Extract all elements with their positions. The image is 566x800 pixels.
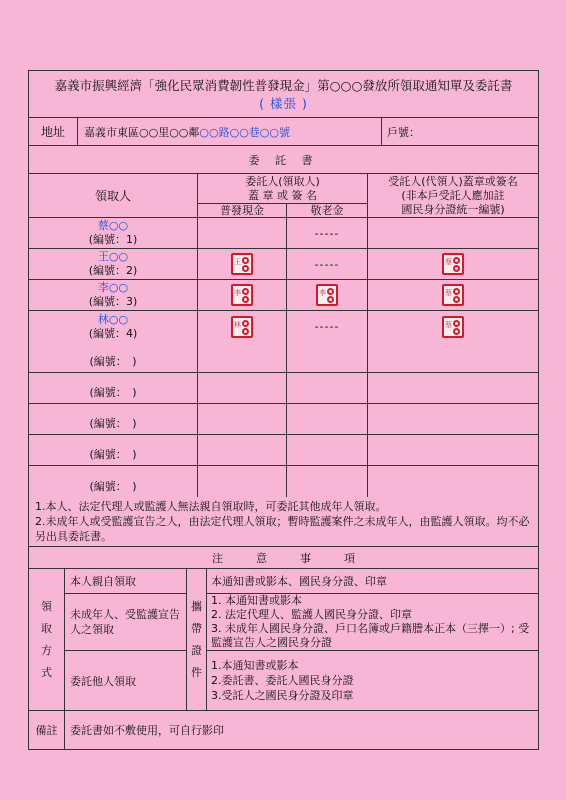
remarks-label: 備註 bbox=[29, 711, 65, 749]
address-value bbox=[78, 118, 382, 145]
address-label: 地址 bbox=[29, 118, 78, 145]
recipient-row bbox=[29, 311, 538, 342]
delegate-signature-cell bbox=[368, 435, 538, 465]
method-self: 本人親自領取 bbox=[65, 569, 186, 594]
section-title: 委 託 書 bbox=[248, 153, 319, 167]
carry-label-char: 帶 bbox=[191, 621, 202, 635]
delegation-form bbox=[28, 70, 539, 750]
carry-label-char: 件 bbox=[191, 665, 202, 679]
blank-number: (編號： ) bbox=[89, 480, 137, 493]
docs-delegate-line: 2.委託書、委託人國民身分證 bbox=[211, 674, 354, 687]
recipient-number: (編號：1) bbox=[88, 233, 138, 246]
elder-not-applicable: ----- bbox=[314, 320, 340, 333]
seal-stamp-char: 蔡 bbox=[445, 258, 452, 266]
method-vertical-label bbox=[29, 569, 65, 710]
sample-label: ( 樣張 ) bbox=[259, 96, 308, 111]
method-minor: 未成年人、受監護宣告人之領取 bbox=[65, 594, 186, 651]
docs-minor-line: 2. 法定代理人、監護人國民身分證、印章 bbox=[211, 608, 412, 621]
method-docs bbox=[207, 569, 538, 710]
recipient-name-cell bbox=[29, 218, 198, 248]
blank-recipient-cell bbox=[29, 373, 198, 403]
elder-not-applicable: ----- bbox=[314, 226, 340, 240]
title-circles: ○○○ bbox=[329, 78, 363, 93]
blank-recipient-cell bbox=[29, 342, 198, 372]
title-text bbox=[55, 77, 513, 95]
address-street: ○○路○○巷○○號 bbox=[199, 125, 290, 139]
delegate-signature-cell bbox=[368, 373, 538, 403]
method-label-char: 領 bbox=[41, 599, 52, 613]
elder-signature-cell bbox=[287, 249, 368, 279]
recipient-name-cell bbox=[29, 249, 198, 279]
blank-recipient-row bbox=[29, 435, 538, 466]
seal-stamp-char: 林 bbox=[234, 320, 241, 329]
delegate-header bbox=[368, 174, 538, 217]
method-delegate: 委託他人領取 bbox=[70, 674, 136, 688]
blank-recipient-cell bbox=[29, 466, 198, 497]
delegator-header bbox=[198, 174, 368, 217]
remarks-text: 委託書如不敷使用，可自行影印 bbox=[70, 724, 224, 737]
delegate-signature-cell bbox=[368, 311, 538, 342]
delegator-line1: 委託人(領取人) bbox=[245, 175, 320, 188]
delegate-signature-cell bbox=[368, 218, 538, 248]
cash-column-header: 普發現金 bbox=[198, 204, 287, 218]
elder-not-applicable: ----- bbox=[314, 257, 340, 271]
blank-recipient-row bbox=[29, 404, 538, 435]
blank-number: (編號： ) bbox=[89, 417, 137, 430]
blank-recipient-cell bbox=[29, 404, 198, 434]
seal-stamp-icon bbox=[442, 253, 464, 275]
blank-recipient-cell bbox=[29, 435, 198, 465]
cash-signature-cell bbox=[198, 373, 287, 403]
title-suffix: 發放所領取通知單及委託書 bbox=[362, 78, 513, 93]
elder-signature-cell bbox=[287, 404, 368, 434]
recipient-row bbox=[29, 218, 538, 249]
notice-title: 注 意 事 項 bbox=[212, 551, 355, 565]
seal-stamp-char: 李 bbox=[319, 289, 326, 297]
recipient-row bbox=[29, 249, 538, 280]
recipient-name-cell bbox=[29, 280, 198, 310]
cash-signature-cell bbox=[198, 218, 287, 248]
method-label-char: 式 bbox=[41, 665, 52, 679]
carry-vertical-label bbox=[187, 569, 207, 710]
method-label-char: 取 bbox=[41, 621, 52, 635]
note-line-2: 2.未成年人或受監護宣告之人，由法定代理人領取；暫時監護案件之未成年人，由監護人領取。均不必另出具委託書。 bbox=[35, 515, 530, 543]
seal-stamp-char: 蔡 bbox=[445, 320, 452, 329]
cash-signature-cell bbox=[198, 404, 287, 434]
address-row bbox=[29, 118, 538, 146]
delegator-subcols bbox=[198, 204, 367, 218]
delegate-line3: 國民身分證統一編號) bbox=[401, 202, 505, 216]
blank-recipient-row bbox=[29, 342, 538, 373]
title-row bbox=[29, 71, 538, 118]
notes-row bbox=[29, 497, 538, 547]
section-title-row bbox=[29, 146, 538, 174]
blank-recipient-row bbox=[29, 373, 538, 404]
blank-number: (編號： ) bbox=[89, 355, 137, 368]
notes-box bbox=[29, 497, 538, 546]
form-title bbox=[29, 71, 538, 117]
delegate-signature-cell bbox=[368, 466, 538, 497]
blank-number: (編號： ) bbox=[89, 386, 137, 399]
delegate-signature-cell bbox=[368, 342, 538, 372]
recipient-header: 領取人 bbox=[29, 174, 198, 217]
delegate-signature-cell bbox=[368, 249, 538, 279]
docs-delegate-line: 1.本通知書或影本 bbox=[211, 659, 299, 672]
seal-stamp-icon bbox=[231, 316, 253, 338]
note-line-1: 1.本人、法定代理人或監護人無法親自領取時，可委託其他成年人領取。 bbox=[35, 500, 387, 513]
household-label: 戶號： bbox=[387, 125, 420, 139]
recipient-row bbox=[29, 280, 538, 311]
cash-signature-cell bbox=[198, 280, 287, 310]
elder-signature-cell bbox=[287, 435, 368, 465]
seal-stamp-char: 蔡 bbox=[445, 289, 452, 297]
docs-minor-line: 1. 本通知書或影本 bbox=[211, 594, 302, 607]
recipient-name-cell bbox=[29, 311, 198, 342]
remarks-row bbox=[29, 711, 538, 749]
recipient-name: 蔡○○ bbox=[97, 219, 129, 232]
delegator-header-text bbox=[198, 174, 367, 204]
address-prefix: 嘉義市東區○○里○○鄰 bbox=[84, 125, 200, 139]
blank-rows bbox=[29, 342, 538, 497]
carry-label-char: 證 bbox=[191, 643, 202, 657]
elder-signature-cell bbox=[287, 280, 368, 310]
docs-minor bbox=[207, 594, 538, 651]
cash-signature-cell bbox=[198, 311, 287, 342]
docs-delegate bbox=[207, 651, 538, 710]
blank-number: (編號： ) bbox=[89, 448, 137, 461]
docs-minor-line: 3. 未成年人國民身分證、戶口名簿或戶籍謄本正本（三擇一）; 受監護宣告人之國民身分證 bbox=[211, 622, 530, 649]
delegator-line2: 蓋 章 或 簽 名 bbox=[248, 189, 317, 202]
elder-signature-cell bbox=[287, 373, 368, 403]
elder-signature-cell bbox=[287, 342, 368, 372]
seal-stamp-icon bbox=[231, 284, 253, 306]
cash-signature-cell bbox=[198, 342, 287, 372]
docs-self: 本通知書或影本、國民身分證、印章 bbox=[207, 569, 538, 594]
notice-title-row bbox=[29, 547, 538, 569]
recipient-name: 林○○ bbox=[97, 312, 129, 326]
docs-delegate-line: 3.受託人之國民身分證及印章 bbox=[211, 689, 354, 702]
elder-signature-cell bbox=[287, 466, 368, 497]
cash-signature-cell bbox=[198, 435, 287, 465]
elder-signature-cell bbox=[287, 218, 368, 248]
seal-stamp-char: 李 bbox=[234, 289, 241, 297]
recipient-rows bbox=[29, 218, 538, 342]
delegate-line1: 受託人(代領人)蓋章或簽名 bbox=[388, 174, 518, 188]
seal-stamp-icon bbox=[231, 253, 253, 275]
delegate-signature-cell bbox=[368, 280, 538, 310]
recipient-number: (編號：4) bbox=[88, 326, 138, 340]
recipient-number: (編號：2) bbox=[88, 264, 138, 277]
cash-signature-cell bbox=[198, 466, 287, 497]
title-prefix: 嘉義市振興經濟「強化民眾消費韌性普發現金」第 bbox=[54, 78, 330, 93]
delegate-signature-cell bbox=[368, 404, 538, 434]
methods-row bbox=[29, 569, 538, 711]
seal-stamp-icon bbox=[442, 284, 464, 306]
seal-stamp-icon bbox=[442, 316, 464, 338]
method-label-char: 方 bbox=[41, 643, 52, 657]
recipient-name: 李○○ bbox=[97, 281, 129, 294]
elder-signature-cell bbox=[287, 311, 368, 342]
method-names bbox=[65, 569, 187, 710]
recipient-number: (編號：3) bbox=[88, 295, 138, 308]
delegate-line2: (非本戶受託人應加註 bbox=[401, 188, 505, 202]
carry-label-char: 攜 bbox=[191, 599, 202, 613]
seal-stamp-char: 王 bbox=[234, 258, 241, 266]
table-head-row bbox=[29, 174, 538, 218]
recipient-name: 王○○ bbox=[97, 250, 129, 263]
cash-signature-cell bbox=[198, 249, 287, 279]
elder-column-header: 敬老金 bbox=[310, 204, 344, 217]
blank-recipient-row bbox=[29, 466, 538, 497]
seal-stamp-icon bbox=[316, 284, 338, 306]
